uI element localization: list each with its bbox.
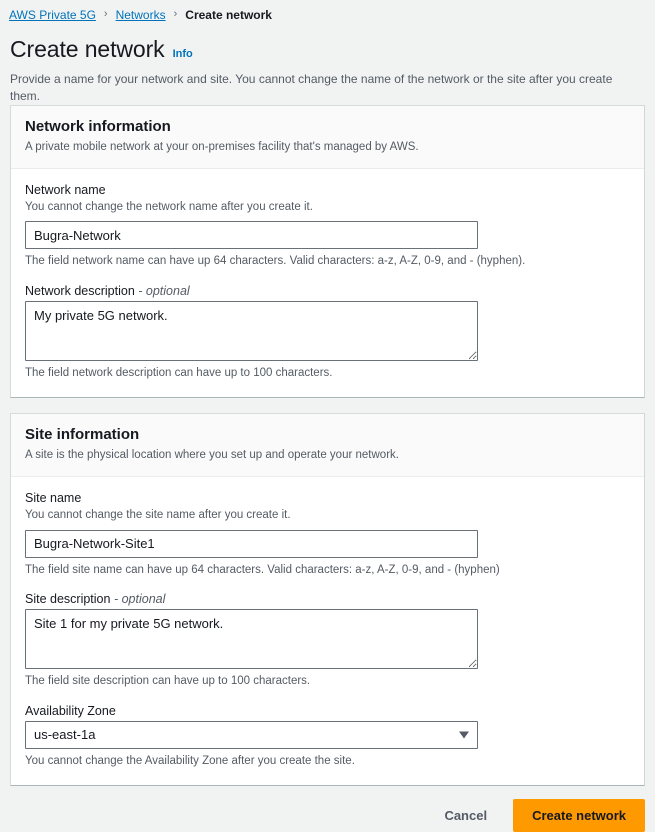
network-name-input[interactable] — [25, 221, 478, 249]
site-description-field-group — [25, 592, 630, 690]
availability-zone-label: Availability Zone — [25, 703, 116, 718]
network-description-textarea[interactable] — [25, 301, 478, 361]
info-link[interactable]: Info — [172, 48, 193, 60]
network-name-hint: The field network name can have up 64 characters. Valid characters: a-z, A-Z, 0-9, and - (hyphen). — [25, 255, 526, 268]
page-title: Create network — [10, 36, 165, 62]
availability-zone-field-group — [25, 704, 630, 770]
breadcrumb-separator-icon: › — [103, 8, 108, 20]
site-name-input[interactable] — [25, 530, 478, 558]
breadcrumb-item-aws-private-5g[interactable]: AWS Private 5G — [9, 7, 96, 22]
site-description-optional-tag: - optional — [113, 592, 166, 607]
network-description-optional-tag: - optional — [138, 283, 190, 298]
site-description-label-text: Site description — [25, 592, 111, 607]
availability-zone-selected-value: us-east-1a — [34, 727, 96, 743]
breadcrumb-separator-icon: › — [173, 8, 178, 20]
network-information-subtitle: A private mobile network at your on-premises facility that's managed by AWS. — [25, 140, 419, 153]
network-description-field-group — [25, 284, 630, 382]
network-information-card — [10, 105, 645, 399]
cancel-button[interactable]: Cancel — [430, 802, 501, 829]
page-description: Provide a name for your network and site. You cannot change the name of the network or the site after you create them. — [10, 72, 613, 103]
page-title-row — [10, 36, 645, 63]
network-name-field-group — [25, 183, 630, 270]
network-description-hint: The field network description can have up to 100 characters. — [25, 366, 333, 379]
site-description-hint: The field site description can have up to 100 characters. — [25, 675, 311, 688]
breadcrumb — [0, 0, 655, 24]
site-description-textarea[interactable] — [25, 609, 478, 669]
breadcrumb-item-networks[interactable]: Networks — [115, 7, 166, 22]
create-network-button[interactable]: Create network — [513, 799, 645, 832]
breadcrumb-item-create-network: Create network — [185, 7, 272, 22]
site-information-subtitle: A site is the physical location where you set up and operate your network. — [25, 449, 399, 462]
site-name-hint: The field site name can have up 64 characters. Valid characters: a-z, A-Z, 0-9, and - (hyphen) — [25, 563, 500, 576]
network-information-title: Network information — [25, 117, 171, 135]
form-actions-footer — [0, 786, 655, 832]
availability-zone-select-wrapper — [25, 721, 478, 749]
site-description-label — [25, 592, 630, 606]
network-description-label — [25, 284, 630, 298]
site-name-label: Site name — [25, 491, 82, 506]
page-header — [0, 24, 655, 105]
network-information-card-header — [11, 106, 644, 169]
availability-zone-hint: You cannot change the Availability Zone after you create the site. — [25, 754, 355, 767]
network-description-label-text: Network description — [25, 283, 135, 298]
site-information-card-header — [11, 414, 644, 477]
site-information-card — [10, 413, 645, 786]
site-name-sublabel: You cannot change the site name after you create it. — [25, 509, 291, 522]
network-name-sublabel: You cannot change the network name after you create it. — [25, 200, 313, 213]
availability-zone-select[interactable] — [25, 721, 478, 749]
network-information-card-body — [11, 169, 644, 398]
site-information-card-body — [11, 477, 644, 785]
network-name-label: Network name — [25, 182, 106, 197]
site-information-title: Site information — [25, 426, 140, 444]
site-name-field-group — [25, 491, 630, 578]
